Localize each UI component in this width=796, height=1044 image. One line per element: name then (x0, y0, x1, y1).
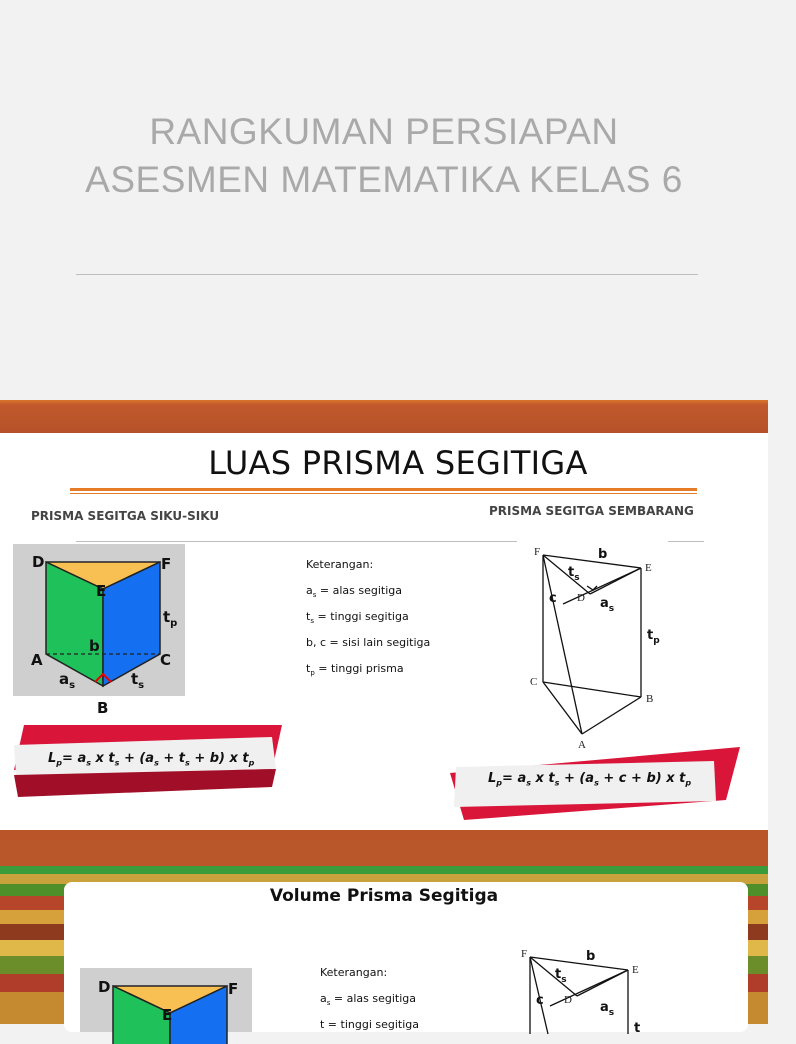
divider (76, 541, 517, 542)
edge-CB (543, 682, 641, 697)
edge-AB (582, 697, 641, 734)
title-line-2: ASESMEN MATEMATIKA KELAS 6 (85, 159, 683, 200)
legend-heading: Keterangan: (320, 966, 388, 979)
legend-item-ts: $t_s$ = tinggi segitiga (306, 610, 409, 626)
legend-item-tp: $t_p$ = tinggi prisma (306, 662, 404, 678)
label-as: $a_s$ (600, 596, 615, 614)
label-F: F (521, 948, 528, 960)
legend-heading: Keterangan: (306, 558, 374, 571)
general-prism-figure (525, 542, 675, 752)
label-b: b (586, 949, 596, 964)
label-ts: $t_s$ (555, 967, 567, 985)
title-underline-thin (70, 493, 697, 494)
slide-1-title (0, 108, 768, 204)
slide-3 (0, 840, 768, 1036)
label-D: D (564, 994, 572, 1006)
label-D: D (32, 553, 45, 571)
right-prism-figure (13, 544, 185, 719)
label-B: B (646, 693, 654, 705)
label-b: b (598, 547, 608, 562)
formula-right: $L_p= a_s$ x $t_s + (a_s + c + b)$ x $t_p$ (488, 771, 692, 788)
slide-3-title: Volume Prisma Segitiga (269, 886, 499, 906)
label-E: E (162, 1006, 173, 1024)
slide-2 (0, 400, 768, 840)
divider (76, 274, 698, 275)
label-E: E (645, 562, 652, 574)
label-as: $a_s$ (59, 670, 76, 691)
label-tp: $t_p$ (647, 628, 660, 646)
label-E: E (96, 582, 107, 600)
label-C: C (530, 676, 538, 688)
label-C: C (160, 651, 172, 669)
label-A: A (31, 651, 43, 669)
label-D: D (577, 592, 585, 604)
formula-left: $L_p= a_s$ x $t_s + (a_s + t_s + b)$ x $t_p$ (48, 751, 255, 768)
title-underline (70, 488, 697, 491)
label-A: A (578, 739, 586, 751)
label-ts: $t_s$ (568, 565, 580, 583)
label-D: D (98, 978, 111, 996)
edge-FE (543, 555, 641, 568)
subtitle-left: PRISMA SEGITGA SIKU-SIKU (31, 509, 220, 523)
legend-item-as: $a_s$ = alas segitiga (306, 584, 403, 600)
label-as: $a_s$ (600, 1000, 615, 1018)
bottom-banner (0, 830, 768, 840)
legend (306, 558, 430, 688)
label-F: F (228, 980, 239, 998)
label-t: t (634, 1021, 641, 1036)
volume-card (64, 882, 748, 1036)
legend (320, 966, 419, 1044)
label-F: F (161, 555, 172, 573)
label-B: B (97, 699, 109, 717)
legend-item-ts: t = tinggi segitiga (320, 1018, 420, 1031)
legend-item-bc: b, c = sisi lain segitiga (306, 636, 431, 649)
title-line-1: RANGKUMAN PERSIAPAN (149, 111, 619, 152)
slide-2-title: LUAS PRISMA SEGITIGA (208, 444, 588, 482)
right-prism-figure (80, 968, 252, 1032)
top-banner (0, 400, 768, 433)
label-c: c (549, 591, 557, 606)
label-b: b (89, 637, 100, 655)
subtitle-right: PRISMA SEGITGA SEMBARANG (489, 504, 694, 518)
label-ts: $t_s$ (131, 670, 145, 691)
label-F: F (534, 546, 541, 558)
label-tp: $t_p$ (163, 608, 178, 629)
label-c: c (536, 993, 544, 1008)
legend-item-as: $a_s$ = alas segitiga (320, 992, 417, 1008)
slide-1 (0, 0, 768, 400)
general-prism-figure (512, 944, 662, 1036)
label-E: E (632, 964, 639, 976)
